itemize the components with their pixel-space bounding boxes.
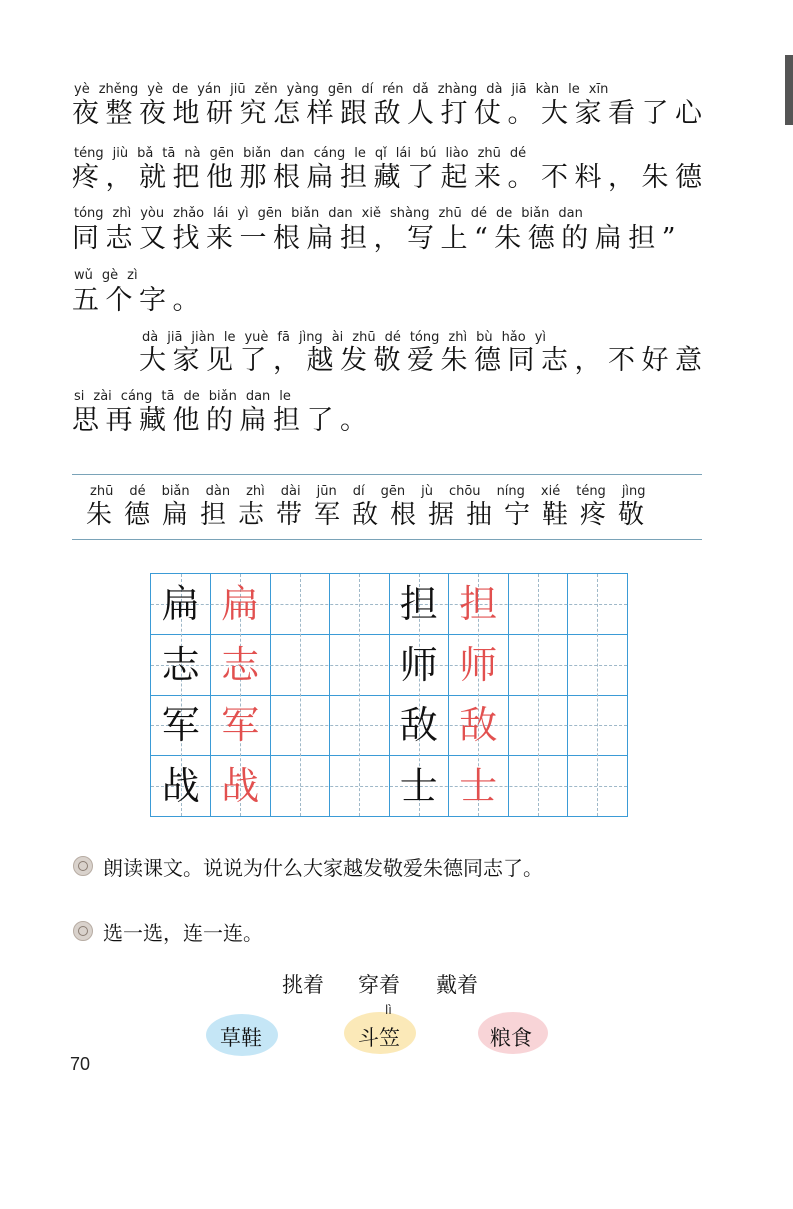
pinyin-syllable: biǎn (243, 146, 272, 161)
pinyin-syllable: xié (540, 484, 561, 499)
pinyin-syllable: biǎn (291, 206, 320, 221)
pinyin-syllable: cáng (313, 146, 346, 161)
exercise-2: 选一选，连一连。 (103, 921, 263, 945)
pinyin-syllable: de (171, 82, 189, 97)
pinyin-syllable: le (279, 389, 291, 404)
grid-char: 师 (459, 642, 498, 687)
pinyin-syllable: zhì (112, 206, 132, 221)
grid-char: 扁 (161, 582, 200, 626)
pinyin-syllable: xīn (588, 82, 609, 97)
exercise-1: 朗读课文。说说为什么大家越发敬爱朱德同志了。 (103, 856, 543, 880)
pinyin-syllable: jìng (298, 330, 323, 345)
pinyin-syllable: ài (331, 330, 344, 345)
pinyin-syllable: bǎ (137, 146, 154, 161)
pinyin-syllable: yán (197, 82, 222, 97)
grid-guide-v (538, 574, 539, 816)
pinyin-syllable: yì (534, 330, 547, 345)
pinyin-syllable: zěn (254, 82, 278, 97)
pinyin-syllable: zhì (246, 484, 265, 499)
grid-char: 扁 (221, 582, 260, 626)
grid-char: 志 (221, 642, 260, 687)
grid-char: 敌 (459, 703, 498, 747)
pinyin-syllable: cáng (120, 389, 153, 404)
pinyin-syllable: tā (161, 389, 175, 404)
grid-char: 担 (399, 582, 438, 626)
grid-char: 士 (399, 763, 438, 808)
pinyin-syllable: zì (127, 268, 138, 283)
pinyin-line-5 (142, 330, 555, 345)
pinyin-syllable: zài (93, 389, 112, 404)
text-line-3: 同志又找来一根扁担，写上“朱德的扁担” (72, 223, 683, 254)
pinyin-syllable: nà (184, 146, 201, 161)
pinyin-syllable: jūn (316, 484, 337, 499)
pinyin-syllable: fā (277, 330, 290, 345)
page-number: 70 (70, 1054, 91, 1074)
pinyin-syllable: zhěng (98, 82, 139, 97)
pinyin-syllable: jiū (230, 82, 246, 97)
grid-guide-v (597, 574, 598, 816)
pinyin-syllable: le (223, 330, 236, 345)
pinyin-syllable: jiù (112, 146, 129, 161)
grid-char: 师 (399, 642, 438, 687)
pinyin-syllable: dé (384, 330, 401, 345)
pinyin-syllable: chōu (448, 484, 481, 499)
pinyin-syllable: zhàng (437, 82, 478, 97)
noun-douli: 斗笠 (358, 1026, 400, 1050)
text-line-6: 思再藏他的扁担了。 (72, 405, 374, 436)
pinyin-syllable: bú (419, 146, 437, 161)
pinyin-syllable: liào (445, 146, 469, 161)
pinyin-line-4 (74, 268, 147, 283)
verb-dai: 戴着 (436, 973, 478, 997)
pinyin-syllable: jiàn (191, 330, 215, 345)
pinyin-syllable: níng (496, 484, 525, 499)
pinyin-syllable: gēn (327, 82, 353, 97)
pinyin-syllable: lái (395, 146, 411, 161)
pinyin-syllable: yuè (244, 330, 269, 345)
pinyin-syllable: si (74, 389, 85, 404)
pinyin-syllable: shàng (389, 206, 430, 221)
grid-guide-v (359, 574, 360, 816)
pinyin-syllable: rén (382, 82, 404, 97)
pinyin-syllable: jiā (511, 82, 527, 97)
pinyin-syllable: kàn (535, 82, 560, 97)
text-line-2: 疼，就把他那根扁担藏了起来。不料，朱德 (72, 162, 709, 193)
pinyin-syllable: wǔ (74, 268, 93, 283)
pinyin-syllable: de (496, 206, 513, 221)
pinyin-syllable: dan (245, 389, 271, 404)
pinyin-syllable: zhì (448, 330, 468, 345)
pinyin-syllable: téng (74, 146, 104, 161)
pinyin-syllable: yè (147, 82, 163, 97)
pinyin-syllable: biǎn (208, 389, 237, 404)
pinyin-line-1 (74, 82, 617, 97)
pinyin-syllable: dà (142, 330, 159, 345)
pinyin-syllable: dé (509, 146, 527, 161)
pinyin-syllable: zhū (90, 484, 114, 499)
grid-char: 战 (221, 763, 260, 808)
pinyin-line-6 (74, 389, 300, 404)
pinyin-syllable: gēn (257, 206, 283, 221)
pinyin-syllable: jù (421, 484, 433, 499)
grid-guide-v (300, 574, 301, 816)
pinyin-syllable: yòu (140, 206, 165, 221)
pinyin-syllable: bù (476, 330, 493, 345)
pencil-icon (73, 921, 93, 941)
grid-char: 士 (459, 763, 498, 808)
new-chars: 朱德扁担志带军敌根据抽宁鞋疼敬 (86, 500, 657, 530)
grid-char: 担 (459, 582, 498, 626)
text-line-5: 大家见了，越发敬爱朱德同志，不好意 (139, 345, 709, 376)
verb-tiao: 挑着 (282, 973, 324, 997)
li-pinyin: lì (385, 1003, 392, 1017)
page-edge-mark (785, 55, 793, 125)
pinyin-syllable: dan (558, 206, 583, 221)
pinyin-syllable: zhū (438, 206, 462, 221)
pinyin-syllable: dé (470, 206, 488, 221)
pinyin-syllable: téng (576, 484, 606, 499)
pinyin-syllable: de (183, 389, 200, 404)
grid-char: 志 (161, 642, 200, 687)
pinyin-syllable: dé (129, 484, 146, 499)
pinyin-syllable: jìng (621, 484, 646, 499)
verb-chuan: 穿着 (358, 973, 400, 997)
speech-icon (73, 856, 93, 876)
pinyin-syllable: jiā (167, 330, 183, 345)
noun-caoxie: 草鞋 (220, 1026, 262, 1050)
text-line-1: 夜整夜地研究怎样跟敌人打仗。大家看了心 (72, 98, 709, 129)
pinyin-syllable: le (354, 146, 366, 161)
writing-grid (150, 573, 628, 817)
pinyin-syllable: xiě (361, 206, 381, 221)
pinyin-syllable: tóng (409, 330, 440, 345)
pinyin-syllable: biǎn (161, 484, 190, 499)
pinyin-syllable: zhū (477, 146, 501, 161)
pinyin-syllable: gēn (380, 484, 406, 499)
pinyin-syllable: dǎ (412, 82, 429, 97)
pinyin-syllable: zhǎo (173, 206, 205, 221)
pinyin-syllable: dí (352, 484, 365, 499)
grid-char: 战 (161, 763, 200, 808)
pinyin-syllable: gēn (209, 146, 235, 161)
pinyin-syllable: yàng (286, 82, 319, 97)
pinyin-syllable: qǐ (374, 146, 387, 161)
grid-char: 敌 (399, 703, 438, 747)
noun-liangshi: 粮食 (490, 1026, 532, 1050)
pinyin-syllable: le (568, 82, 580, 97)
pinyin-syllable: gè (101, 268, 119, 283)
pinyin-syllable: yì (237, 206, 249, 221)
pinyin-syllable: tā (162, 146, 176, 161)
pinyin-syllable: lái (213, 206, 229, 221)
new-chars-pinyin (90, 484, 662, 499)
pinyin-syllable: dàn (205, 484, 231, 499)
pinyin-syllable: dan (280, 146, 305, 161)
pinyin-syllable: zhū (352, 330, 376, 345)
divider-bottom (72, 539, 702, 540)
pinyin-line-3 (74, 206, 592, 221)
pinyin-line-2 (74, 146, 535, 161)
grid-char: 军 (161, 703, 200, 747)
pinyin-syllable: dà (486, 82, 503, 97)
pinyin-syllable: hǎo (501, 330, 526, 345)
pinyin-syllable: dài (280, 484, 301, 499)
pinyin-syllable: tóng (74, 206, 104, 221)
grid-char: 军 (221, 703, 260, 747)
text-line-4: 五个字。 (72, 285, 206, 316)
pinyin-syllable: yè (74, 82, 90, 97)
pinyin-syllable: biǎn (521, 206, 550, 221)
pinyin-syllable: dan (328, 206, 353, 221)
divider-top (72, 474, 702, 475)
pinyin-syllable: dí (361, 82, 374, 97)
